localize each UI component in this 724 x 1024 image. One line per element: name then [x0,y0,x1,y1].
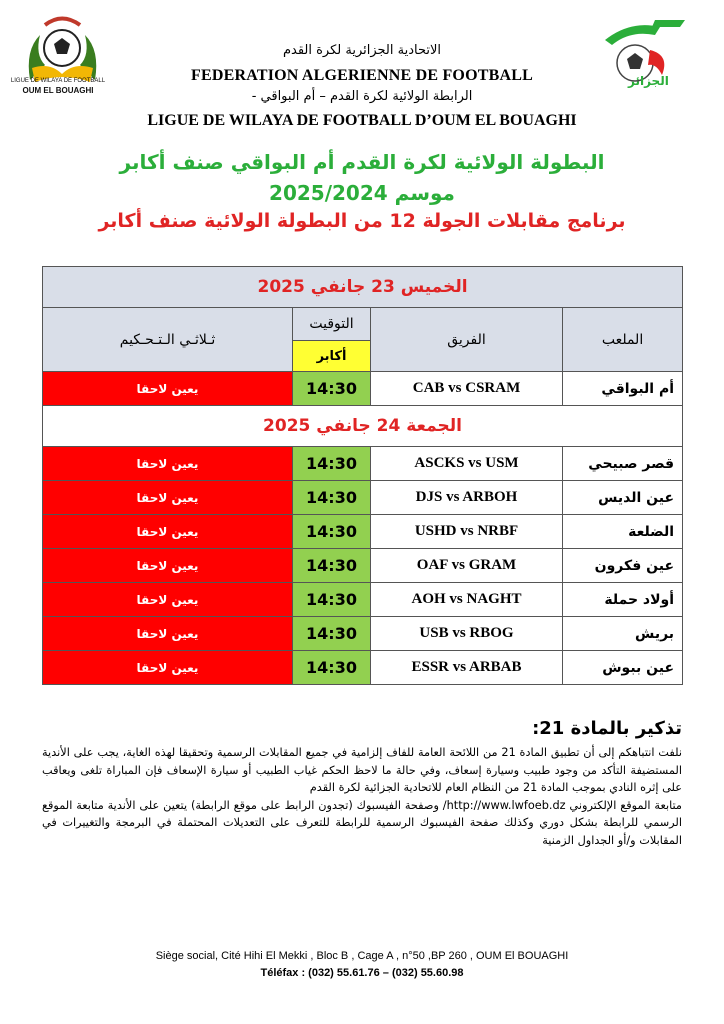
referees-cell: يعين لاحقا [43,481,293,515]
referees-cell: يعين لاحقا [43,617,293,651]
championship-title: البطولة الولائية لكرة القدم أم البواقي صنف أكابر [119,150,605,174]
table-row [43,372,683,406]
footer-phone: Téléfax : (032) 55.61.76 – (032) 55.60.98 [260,967,464,979]
referees-cell: يعين لاحقا [43,651,293,685]
referees-cell: يعين لاحقا [43,515,293,549]
day-header [43,267,683,308]
match-cell: OAF vs GRAM [371,549,563,583]
referees-cell: يعين لاحقا [43,447,293,481]
reminder-title: تذكير بالمادة 21: [532,718,682,739]
col-team: الفريق [371,308,563,372]
time-cell: 14:30 [293,515,371,549]
venue-cell: عين ببوش [563,651,683,685]
referees-cell: يعين لاحقا [43,549,293,583]
time-cell: 14:30 [293,481,371,515]
time-cell: 14:30 [293,651,371,685]
federation-french: FEDERATION ALGERIENNE DE FOOTBALL [191,67,533,84]
table-row [43,549,683,583]
table-row [43,651,683,685]
col-venue: الملعب [563,308,683,372]
match-cell: DJS vs ARBOH [371,481,563,515]
day-header [43,406,683,447]
time-cell: 14:30 [293,447,371,481]
reminder-body [42,744,682,849]
col-time: التوقيت [293,308,371,341]
table-row [43,481,683,515]
venue-cell: أولاد حملة [563,583,683,617]
venue-cell: الضلعة [563,515,683,549]
venue-cell: أم البواقي [563,372,683,406]
reminder-paragraph: نلفت انتباهكم إلى أن تطبيق المادة 21 من اللائحة العامة للفاف إلزامية في جميع المقابلات الرسمية وتحقيقا لهذه الغاية، يجب على الأندية المستضيفة التأكد من وجود طبيب وسيارة إسعاف، وفي حالة ما لاحظ الحكم غياب الطبيب أو سيارة الإسعاف فإن المباراة تلغى ويعاقب على إثره النادي بموجب المادة 21 من النظام العام للاتحادية الجزائية لكرة القدم [42,746,682,794]
table-row [43,515,683,549]
program-title: برنامج مقابلات الجولة 12 من البطولة الولائية صنف أكابر [98,210,626,232]
table-row [43,617,683,651]
match-cell: ASCKS vs USM [371,447,563,481]
league-french: LIGUE DE WILAYA DE FOOTBALL D’OUM EL BOUAGHI [147,112,577,129]
reminder-paragraph: متابعة الموقع الإلكتروني http://www.lwfoeb.dz/ وصفحة الفيسبوك (تجدون الرابط على موقع الرابطة) يتعين على الأندية متابعة الموقع الرسمي للرابطة بشكل دوري وكذلك صفحة الفيسبوك الرسمية للرابطة للتعرف على التعديلات المحتملة في البرمجة والتغييرات في المقابلات و/أو الجداول الزمنية [42,798,682,847]
day2-date: الجمعة 24 جانفي 2025 [43,406,683,447]
league-logo-caption: OUM EL BOUAGHI [22,86,94,95]
time-cell: 14:30 [293,583,371,617]
table-row [43,447,683,481]
time-cell: 14:30 [293,549,371,583]
venue-cell: عين فكرون [563,549,683,583]
faf-logo-caption: الجزائر [628,74,669,88]
match-cell: USB vs RBOG [371,617,563,651]
footer-address: Siège social, Cité Hihi El Mekki , Bloc B , Cage A , n°50 ,BP 260 , OUM El BOUAGHI [155,950,569,962]
referees-cell: يعين لاحقا [43,583,293,617]
day1-date: الخميس 23 جانفي 2025 [43,267,683,308]
schedule-table [42,266,683,685]
column-headers [43,308,683,341]
venue-cell: بريش [563,617,683,651]
season-title: موسم 2025/2024 [269,181,455,205]
col-time-sub: أكابر [293,341,371,372]
match-cell: AOH vs NAGHT [371,583,563,617]
time-cell: 14:30 [293,372,371,406]
match-cell: USHD vs NRBF [371,515,563,549]
table-row [43,583,683,617]
referees-cell: يعين لاحقا [43,372,293,406]
venue-cell: عين الديس [563,481,683,515]
col-referees: ثـلاثـي الـتـحـكيم [43,308,293,372]
match-cell: ESSR vs ARBAB [371,651,563,685]
venue-cell: قصر صبيحي [563,447,683,481]
league-arabic: - الرابطة الولائية لكرة القدم – أم البواقي [251,89,473,104]
federation-arabic: الاتحادية الجزائرية لكرة القدم [282,43,442,58]
time-cell: 14:30 [293,617,371,651]
match-cell: CAB vs CSRAM [371,372,563,406]
league-logo-caption-small: LIGUE DE WILAYA DE FOOTBALL [10,78,106,84]
